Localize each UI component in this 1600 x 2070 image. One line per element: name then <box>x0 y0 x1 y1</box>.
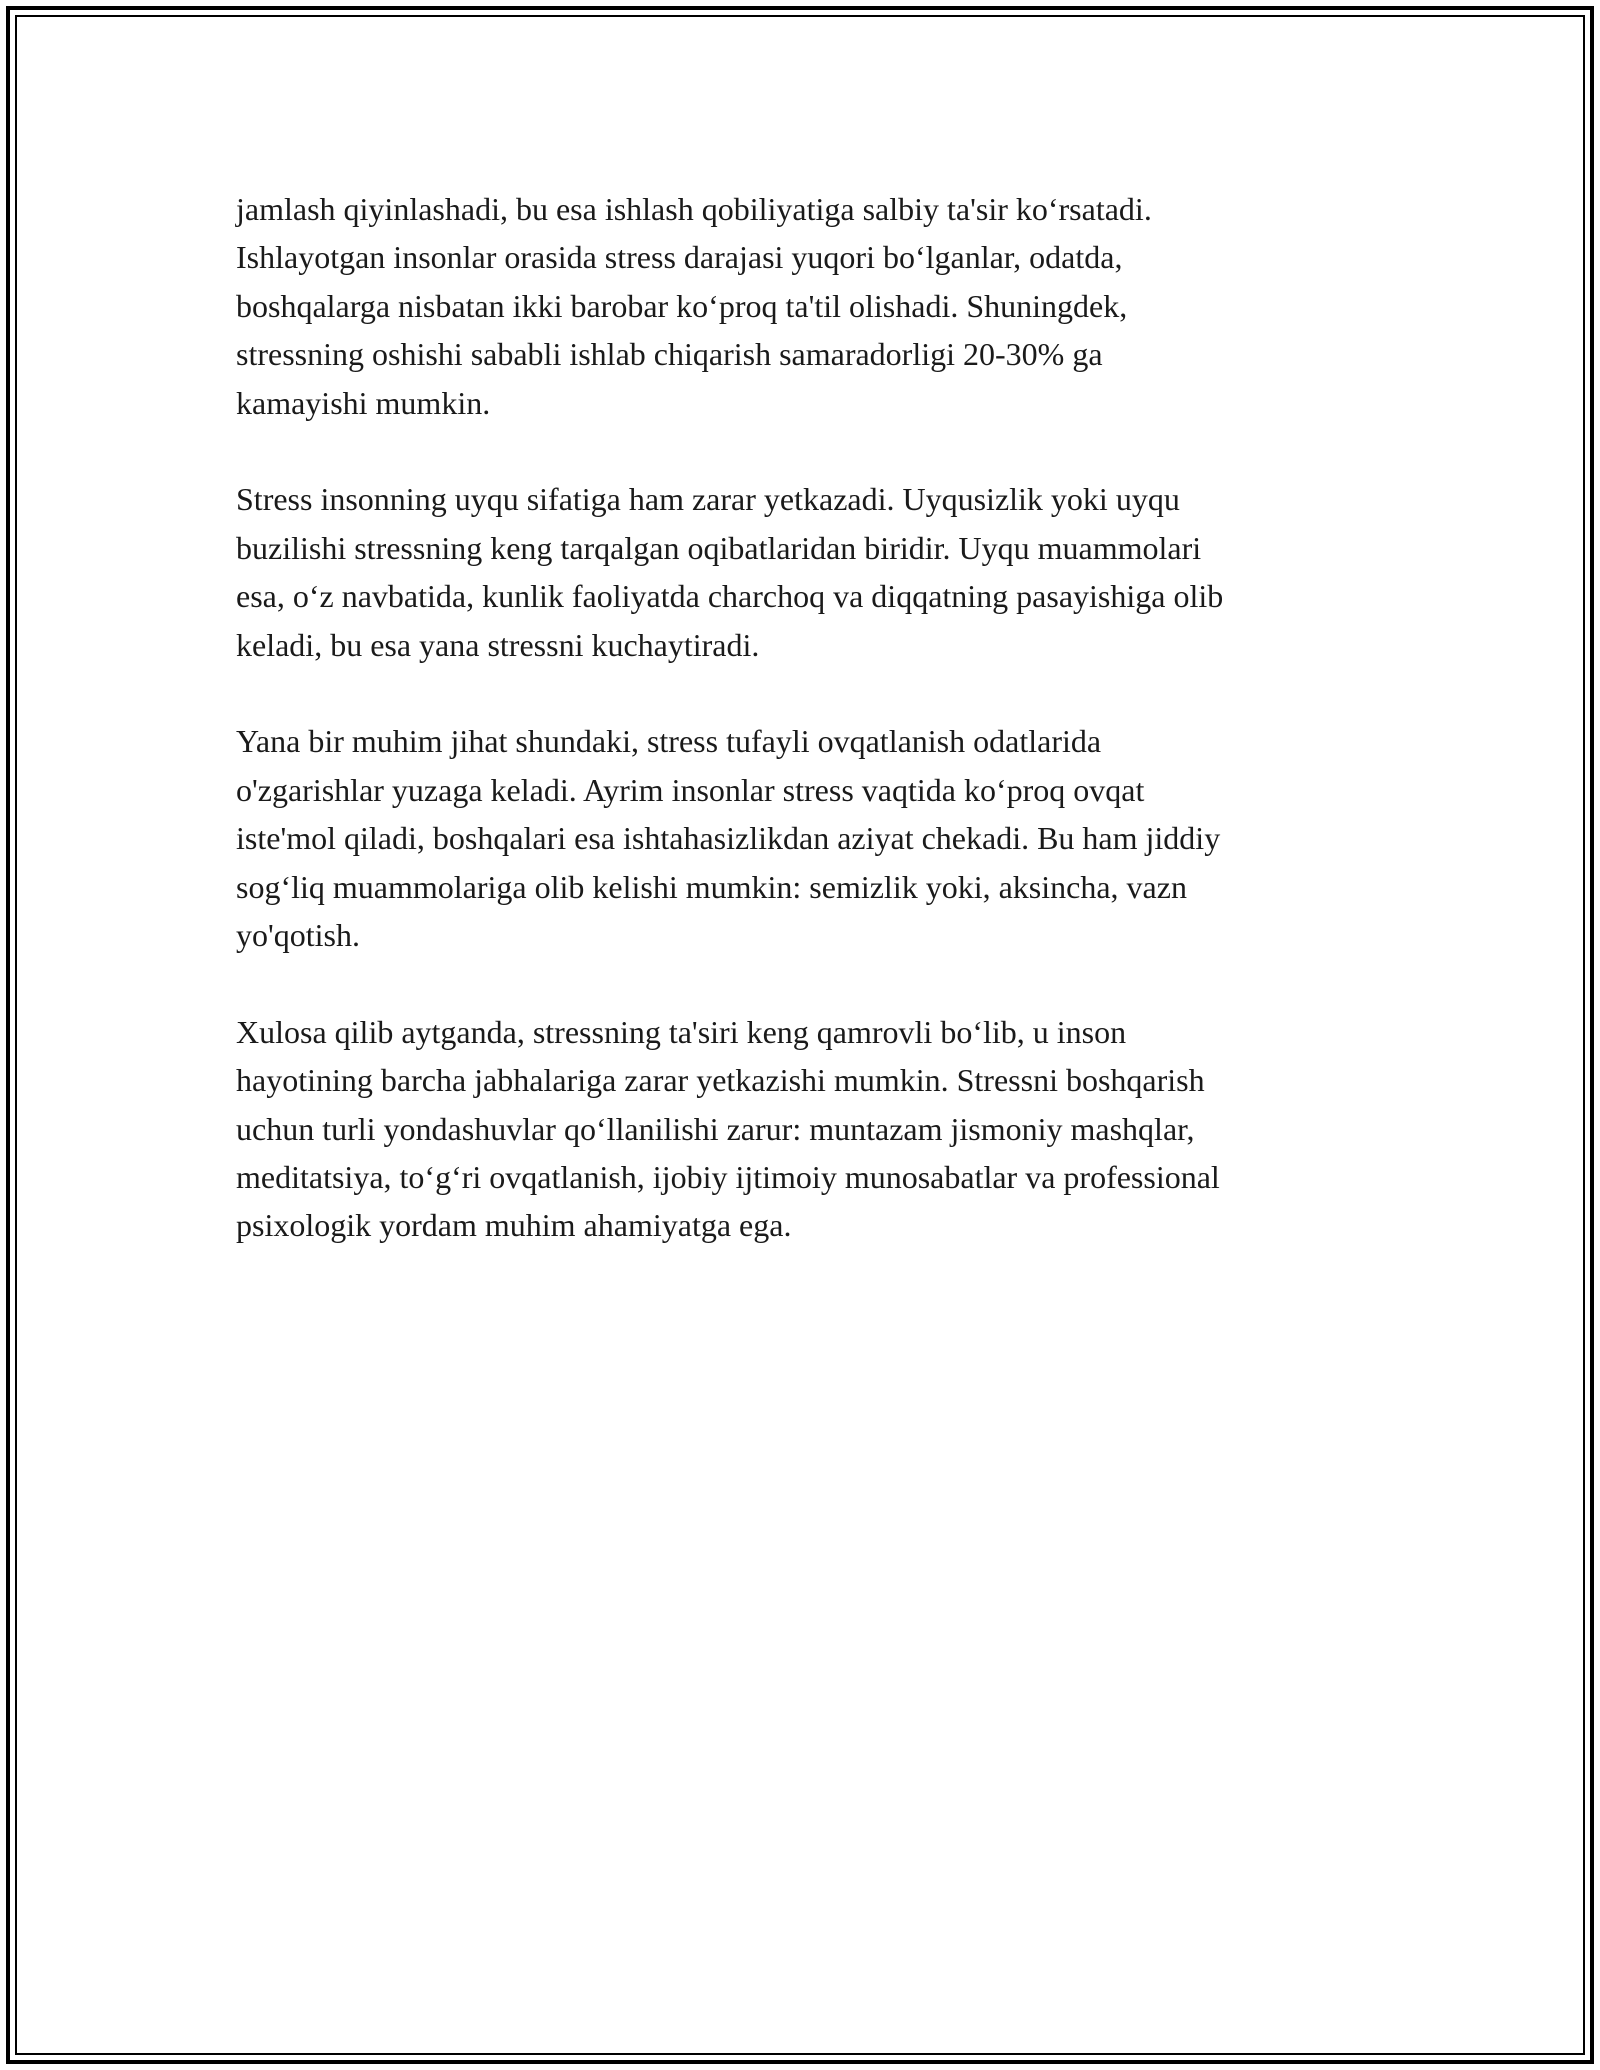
text-line: jamlash qiyinlashadi, bu esa ishlash qobiliyatiga salbiy ta'sir ko‘rsatadi. <box>236 191 1152 227</box>
text-line: Xulosa qilib aytganda, stressning ta'siri keng qamrovli bo‘lib, u inson <box>236 1013 1127 1050</box>
paragraph <box>236 475 1386 669</box>
text-line: yo'qotish. <box>236 917 360 954</box>
text-line: keladi, bu esa yana stressni kuchaytiradi. <box>236 626 760 663</box>
text-line: boshqalarga nisbatan ikki barobar ko‘proq ta'til olishadi. Shuningdek, <box>236 287 1128 324</box>
paragraph <box>236 1008 1386 1250</box>
text-line: uchun turli yondashuvlar qo‘llanilishi zarur: muntazam jismoniy mashqlar, <box>236 1110 1195 1147</box>
text-line: Stress insonning uyqu sifatiga ham zarar yetkazadi. Uyqusizlik yoki uyqu <box>236 481 1180 518</box>
text-line: hayotining barcha jabhalariga zarar yetkazishi mumkin. Stressni boshqarish <box>236 1062 1205 1099</box>
text-line: buzilishi stressning keng tarqalgan oqibatlaridan biridir. Uyqu muammolari <box>236 529 1202 566</box>
text-line: Ishlayotgan insonlar orasida stress darajasi yuqori bo‘lganlar, odatda, <box>236 239 1123 276</box>
text-line: stressning oshishi sababli ishlab chiqarish samaradorligi 20-30% ga <box>236 336 1103 373</box>
text-line: sog‘liq muammolariga olib kelishi mumkin: semizlik yoki, aksincha, vazn <box>236 868 1187 905</box>
text-line: psixologik yordam muhim ahamiyatga ega. <box>236 1207 792 1244</box>
paragraph <box>236 717 1386 959</box>
text-line: meditatsiya, to‘g‘ri ovqatlanish, ijobiy ijtimoiy munosabatlar va professional <box>236 1159 1220 1196</box>
text-line: esa, o‘z navbatida, kunlik faoliyatda charchoq va diqqatning pasayishiga olib <box>236 578 1224 615</box>
text-line: Yana bir muhim jihat shundaki, stress tufayli ovqatlanish odatlarida <box>236 723 1102 760</box>
text-line: kamayishi mumkin. <box>236 384 491 421</box>
paragraph <box>236 185 1386 427</box>
text-line: o'zgarishlar yuzaga keladi. Ayrim insonlar stress vaqtida ko‘proq ovqat <box>236 771 1145 808</box>
document-body <box>236 185 1386 1298</box>
text-line: iste'mol qiladi, boshqalari esa ishtahasizlikdan aziyat chekadi. Bu ham jiddiy <box>236 820 1221 857</box>
